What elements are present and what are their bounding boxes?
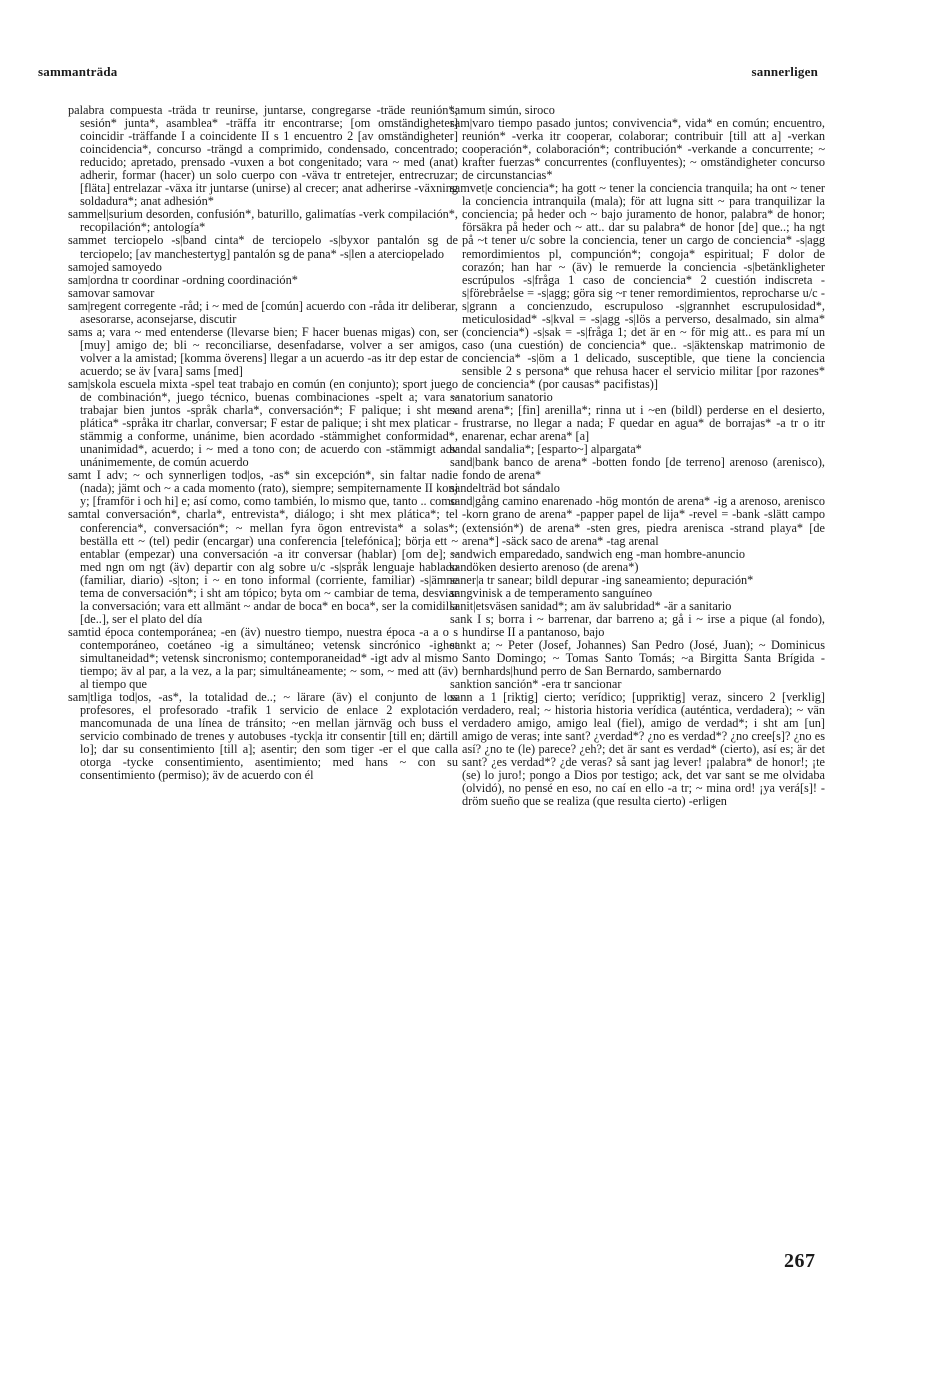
entry-samum: samum simún, siroco	[450, 103, 555, 117]
entry-sankt: sankt a; ~ Peter (Josef, Johannes) San Pedro (José, Juan); ~ Dominicus Santo Domingo; ~ Tomas Santo Tomás; ~a Birgitta Santa Brígida -bernhards|hund perro de San Bernardo, sambernardo	[450, 637, 825, 679]
entry-sanatorium: sanatorium sanatorio	[450, 390, 553, 405]
left-column	[68, 104, 458, 782]
entry-samskola: sam|skola escuela mixta -spel teat trabajo en común (en conjunto); sport juego de combinación*, juego técnico, buenas combinaciones -spelt a; vara ~ trabajar bien juntos -språk charla*, conversación*; F palique; i sht mex plática* -språka itr charlar, conversar; F estar de palique; i sht mex platicar -stämmig a conforme, unánime, bien acordado -stämmighet conformidad*, unanimidad*, acuerdo; i ~ med a tono con; de acuerdo con -stämmigt adv unánimemente, de común acuerdo	[68, 376, 458, 470]
entry-sank: sank I s; borra i ~ barrenar, dar barreno a; gå i ~ irse a pique (al fondo), hundirse II a pantanoso, bajo	[450, 611, 825, 639]
entry-sangvinisk: sangvinisk a de temperamento sanguíneo	[450, 585, 653, 600]
entry-sanitetsvasen: sanit|etsväsen sanidad*; am äv salubridad* -är a sanitario	[450, 598, 732, 613]
entry-samregent: sam|regent corregente -råd; i ~ med de [común] acuerdo con -råda itr deliberar, asesorarse, aconsejarse, discutir	[68, 298, 458, 326]
entry-sann: sann a 1 [riktig] cierto; verídico; [uppriktig] veraz, sincero 2 [verklig] verdadero, real; ~ historia historia verídica (auténtica, verdadera); ~ vän verdadero amigo, amigo leal (fiel), amigo de verdad*; i sht am [un] amigo de veras; inte sant? ¿verdad*? ¿no es verdad*? ¿no cree[s]? ¿no es así? ¿no te (le) parece? ¿eh?; det är sant es verdad* (cierto), así es; är det sant? ¿es verdad*? ¿de veras? så sant jag lever! ¡palabra* de honor!; ¡te (se) lo juro!; pongo a Dios por testigo; ack, det var sant se me olvidaba (olvidó), no pensé en eso, no caí en ello -a tr; ~ mina ord! ¡ya verá[s]! -dröm sueño que se realiza (que resulta cierto) -erligen	[450, 690, 825, 809]
right-column	[450, 104, 825, 809]
entry-sand: sand arena*; [fin] arenilla*; rinna ut i ~en (bildl) perderse en el desierto, frustrarse, no llegar a nada; F quedar en agua* de borrajas* -a tr o itr enarenar, echar arena* [a]	[450, 403, 825, 444]
entry-sandeltrad: sandelträd bot sándalo	[450, 481, 560, 496]
entry-sams: sams a; vara ~ med entenderse (llevarse bien; F hacer buenas migas) con, ser [muy] amigo de; bli ~ reconciliarse, desenfadarse, volver a ser amigos, volver a la amistad; [komma överens] llegar a un acuerdo -as itr dep estar de acuerdo; se äv [vara] sams [med]	[68, 324, 458, 378]
entry-sandoken: sandöken desierto arenoso (de arena*)	[450, 559, 639, 574]
entry-samvete: samvet|e conciencia*; ha gott ~ tener la conciencia tranquila; ha ont ~ tener la conciencia intranquila (mala); för att lugna sitt ~ para tranquilizar la conciencia; på heder och ~ bajo juramento de honor, palabra* de honor; försäkra på heder och ~ att.. dar su palabra* de honor [de] que..; ha ngt på ~t tener u/c sobre la conciencia, tener un cargo de conciencia* -s|agg remordimientos pl, compunción*; congoja* espiritual; F dolor de corazón; han har ~ (äv) le remuerde la conciencia -s|betänkligheter escrúpulos -s|fråga 1 caso de conciencia* 2 cuestión indiscreta -s|förebråelse = -s|agg; göra sig ~r tener remordimientos, reprocharse u/c -s|grann a concienzudo, escrupuloso -s|grannhet escrupulosidad*, meticulosidad* -s|kval = -s|agg -s|lös a perverso, desalmado, sin alma* (conciencia*) -s|sak = -s|fråga 1; det är en ~ för mig att.. es para mí un caso (una cuestión) de conciencia* que.. -s|äktenskap matrimonio de conciencia* -s|öm a 1 delicado, susceptible, que tiene la conciencia sensible 2 s persona* que rehusa hacer el servicio militar [por razones* de conciencia* (por causas* pacifistas)]	[450, 181, 825, 391]
entry-samtid: samtid época contemporánea; -en (äv) nuestro tiempo, nuestra época -a a o s contemporáneo, coetáneo -ig a simultáneo; vetensk sincrónico -ighet simultaneidad*; vetensk sincronismo; contemporaneidad* -igt adv al mismo tiempo; äv al par, a la vez, a la par; simultáneamente; ~ som, ~ med att (äv) al tiempo que	[68, 624, 458, 692]
entry-sandgang: sand|gång camino enarenado -hög montón de arena* -ig a arenoso, arenisco -korn grano de arena* -papper papel de lija* -revel = -bank -slätt campo (extensión*) de arena* -sten gres, piedra arenisca -strand playa* [de arena*] -säck saco de arena* -tag arenal	[450, 494, 825, 548]
entry-sammantrada: palabra compuesta -träda tr reunirse, juntarse, congregarse -träde reunión*; sesión* junta*, asamblea* -träffa itr encontrarse; [om omständigheter] coincidir -träffande I a coincidente II s 1 encuentro 2 [av omständigheter] coincidencia*, concurso -trängd a comprimido, condensado, concentrado; reducido; apretado, prensado -vuxen a bot congenitado; vara ~ med (anat) adherir, formar (hacer) un solo cuerpo con -väva tr entretejer, entrecruzar; [fläta] entrelazar -växa itr juntarse (unirse) al crecer; anat adherirse -växning soldadura*; anat adhesión*	[68, 103, 458, 209]
entry-sammelsurium: sammel|surium desorden, confusión*, baturillo, galimatías -verk compilación*, recopilación*; antología*	[68, 207, 458, 235]
running-head-left: sammanträda	[38, 64, 118, 79]
entry-sanktion: sanktion sanción* -era tr sancionar	[450, 677, 622, 692]
entry-samtliga: sam|tliga tod|os, -as*, la totalidad de..; ~ lärare (äv) el conjunto de los profesores, el profesorado -trafik 1 servicio de enlace 2 explotación mancomunada de una línea de tránsito; ~en mellan järnväg och buss el servicio combinado de trenes y autobuses -tyck|a itr consentir [till en; därtill lo]; dar su consentimiento [till a]; asentir; den som tiger -er el que calla otorga -tycke consentimiento, asentimiento; med hans ~ con su consentimiento (permiso); äv de acuerdo con él	[68, 690, 458, 783]
entry-samordna: sam|ordna tr coordinar -ordning coordinación*	[68, 272, 298, 287]
entry-sanera: saner|a tr sanear; bildl depurar -ing saneamiento; depuración*	[450, 572, 754, 587]
entry-sandwich: sandwich emparedado, sandwich eng -man hombre-anuncio	[450, 546, 746, 561]
entry-sandal: sandal sandalia*; [esparto~] alpargata*	[450, 442, 642, 457]
entry-samojed: samojed samoyedo	[68, 259, 162, 274]
entry-samtal: samtal conversación*, charla*, entrevista*, diálogo; i sht mex plática*; tel conferencia*, conversación*; ~ mellan fyra ögon entrevista* a solas*; beställa ett ~ (tel) pedir (encargar) una conferencia [telefónica]; börja ett ~ entablar (empezar) una conversación -a itr conversar (hablar) [om de]; ~ med ngn om ngt (äv) departir con alg sobre u/c -s|språk lenguaje hablado (familiar, diario) -s|ton; i ~ en tono informal (corriente, familiar) -s|ämne tema de conversación*; i sht am tópico; byta om ~ cambiar de tema, desviar la conversación; vara ett allmänt ~ andar de boca* en boca*, ser la comidilla [de..], ser el plato del día	[68, 507, 458, 626]
entry-samvaro: sam|varo tiempo pasado juntos; convivencia*, vida* en común; encuentro, reunión* -verka itr cooperar, colaborar; contribuir [till att a] -verkan cooperación*, colaboración*; contribución* -verkande a concurrente; ~ krafter fuerzas* concurrentes (confluyentes); ~ omständigheter concurso de circunstancias*	[450, 116, 825, 183]
entry-sandbank: sand|bank banco de arena* -botten fondo [de terreno] arenoso (arenisco), fondo de arena*	[450, 455, 825, 483]
entry-sammet: sammet terciopelo -s|band cinta* de terciopelo -s|byxor pantalón sg de terciopelo; [av manchestertyg] pantalón sg de pana* -s|len a aterciopelado	[68, 233, 458, 261]
running-head-right: sannerligen	[751, 64, 818, 79]
page-number: 267	[784, 1250, 816, 1272]
entry-samovar: samovar samovar	[68, 285, 155, 300]
entry-samt: samt I adv; ~ och synnerligen tod|os, -as* sin excepción*, sin faltar nadie (nada); jämt och ~ a cada momento (rato), siempre; sempiternamente II konj y; [framför i och hi] e; así como, como también, lo mismo que, tanto .. como	[68, 468, 458, 509]
